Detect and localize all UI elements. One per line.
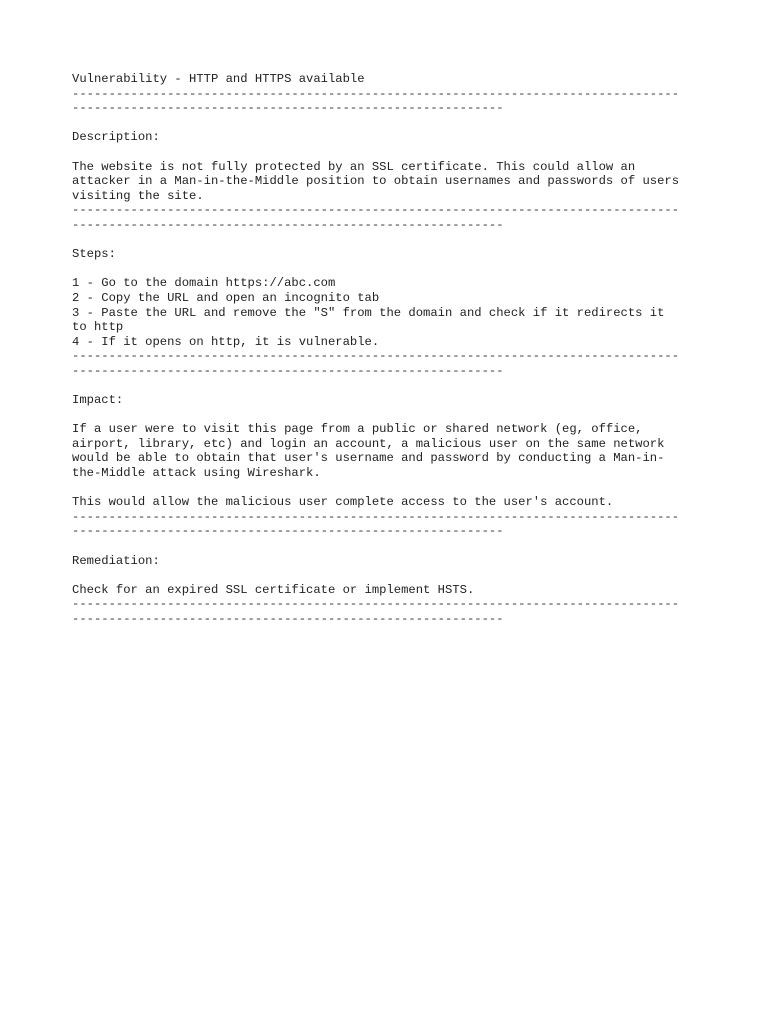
blank-line bbox=[72, 481, 702, 496]
impact-line: the-Middle attack using Wireshark. bbox=[72, 466, 321, 481]
separator-line: ----------------------------------------------------------------------------------- bbox=[72, 203, 680, 218]
blank-line bbox=[72, 408, 702, 423]
remediation-line: Check for an expired SSL certificate or implement HSTS. bbox=[72, 582, 475, 597]
steps-heading: Steps: bbox=[72, 247, 116, 262]
separator-line: ----------------------------------------------------------------------------------- bbox=[72, 86, 680, 101]
blank-line bbox=[72, 378, 702, 393]
separator-line: ----------------------------------------------------------- bbox=[72, 101, 504, 116]
blank-line bbox=[72, 262, 702, 277]
separator-line: ----------------------------------------------------------- bbox=[72, 611, 504, 626]
separator-line: ----------------------------------------------------------------------------------- bbox=[72, 597, 680, 612]
blank-line bbox=[72, 116, 702, 131]
separator-line: ----------------------------------------------------------------------------------- bbox=[72, 509, 680, 524]
remediation-heading: Remediation: bbox=[72, 553, 160, 568]
document-title: Vulnerability - HTTP and HTTPS available bbox=[72, 72, 365, 86]
impact-line: This would allow the malicious user complete access to the user's account. bbox=[72, 495, 614, 510]
description-line: attacker in a Man-in-the-Middle position to obtain usernames and passwords of users bbox=[72, 174, 680, 189]
step-line: 1 - Go to the domain https://abc.com bbox=[72, 276, 336, 291]
blank-line bbox=[72, 539, 702, 554]
impact-line: airport, library, etc) and login an account, a malicious user on the same network bbox=[72, 436, 665, 451]
description-heading: Description: bbox=[72, 130, 160, 145]
blank-line bbox=[72, 145, 702, 160]
blank-line bbox=[72, 233, 702, 248]
separator-line: ----------------------------------------------------------- bbox=[72, 217, 504, 232]
impact-line: would be able to obtain that user's username and password by conducting a Man-in- bbox=[72, 451, 665, 466]
impact-line: If a user were to visit this page from a public or shared network (eg, office, bbox=[72, 422, 643, 437]
separator-line: ----------------------------------------------------------- bbox=[72, 363, 504, 378]
separator-line: ----------------------------------------------------------------------------------- bbox=[72, 349, 680, 364]
step-line: 4 - If it opens on http, it is vulnerable. bbox=[72, 334, 380, 349]
impact-heading: Impact: bbox=[72, 393, 124, 408]
separator-line: ----------------------------------------------------------- bbox=[72, 524, 504, 539]
step-line: 2 - Copy the URL and open an incognito tab bbox=[72, 290, 380, 305]
document-page bbox=[72, 72, 702, 627]
description-line: visiting the site. bbox=[72, 188, 204, 203]
step-line: 3 - Paste the URL and remove the "S" from the domain and check if it redirects it bbox=[72, 305, 665, 320]
description-line: The website is not fully protected by an SSL certificate. This could allow an bbox=[72, 159, 636, 174]
blank-line bbox=[72, 568, 702, 583]
step-line: to http bbox=[72, 320, 124, 335]
